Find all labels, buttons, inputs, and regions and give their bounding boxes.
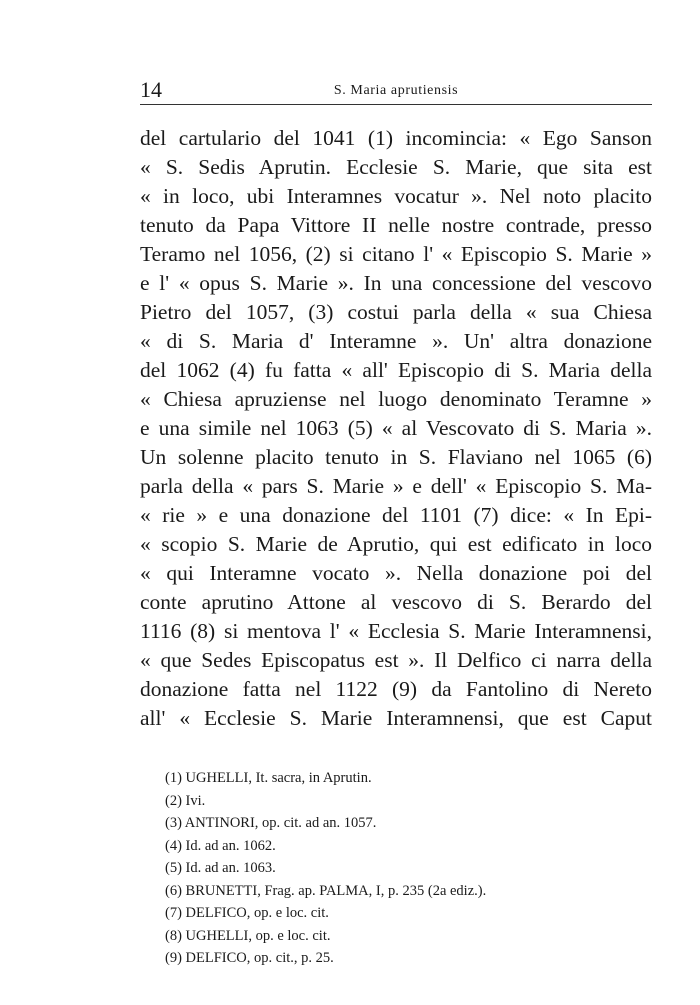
text-line: « rie » e una donazione del 1101 (7) dice: « In Epi- xyxy=(140,503,652,527)
text-line: « di S. Maria d' Interamne ». Un' altra donazione xyxy=(140,329,652,353)
text-line: conte aprutino Attone al vescovo di S. Berardo del xyxy=(140,590,652,614)
text-line: « scopio S. Marie de Aprutio, qui est edificato in loco xyxy=(140,532,652,556)
text-line: e l' « opus S. Marie ». In una concessione del vescovo xyxy=(140,271,652,295)
footnote: (4) Id. ad an. 1062. xyxy=(165,837,276,854)
text-line: e una simile nel 1063 (5) « al Vescovato di S. Maria ». xyxy=(140,416,652,440)
text-line: del 1062 (4) fu fatta « all' Episcopio di S. Maria della xyxy=(140,358,652,382)
text-line: donazione fatta nel 1122 (9) da Fantolino di Nereto xyxy=(140,677,652,701)
footnote: (3) ANTINORI, op. cit. ad an. 1057. xyxy=(165,815,377,831)
running-head: S. Maria aprutiensis xyxy=(333,83,459,98)
footnote: (8) UGHELLI, op. e loc. cit. xyxy=(165,927,331,944)
footnote: (2) Ivi. xyxy=(165,792,206,809)
footnote: (5) Id. ad an. 1063. xyxy=(165,860,276,876)
footnotes xyxy=(165,767,645,970)
text-line: « Chiesa apruziense nel luogo denominato Teramne » xyxy=(140,387,652,411)
text-line: Un solenne placito tenuto in S. Flaviano nel 1065 (6) xyxy=(140,445,652,469)
text-line: « in loco, ubi Interamnes vocatur ». Nel noto placito xyxy=(140,184,652,208)
text-line: « S. Sedis Aprutin. Ecclesie S. Marie, que sita est xyxy=(140,155,652,179)
text-line: 1116 (8) si mentova l' « Ecclesia S. Marie Interamnensi, xyxy=(140,619,652,643)
body-text xyxy=(140,124,652,733)
footnote: (1) UGHELLI, It. sacra, in Aprutin. xyxy=(165,770,372,786)
text-line: Pietro del 1057, (3) costui parla della « sua Chiesa xyxy=(140,300,652,324)
text-line: Teramo nel 1056, (2) si citano l' « Episcopio S. Marie » xyxy=(140,242,652,266)
footnote: (6) BRUNETTI, Frag. ap. PALMA, I, p. 235 (2a ediz.). xyxy=(165,882,487,899)
footnote: (9) DELFICO, op. cit., p. 25. xyxy=(165,950,334,966)
text-line: « que Sedes Episcopatus est ». Il Delfico ci narra della xyxy=(140,648,652,672)
page-header xyxy=(140,77,652,103)
text-line: parla della « pars S. Marie » e dell' « Episcopio S. Ma- xyxy=(140,474,652,498)
footnote: (7) DELFICO, op. e loc. cit. xyxy=(165,905,329,921)
text-line: del cartulario del 1041 (1) incomincia: « Ego Sanson xyxy=(140,126,652,150)
text-line: all' « Ecclesie S. Marie Interamnensi, que est Caput xyxy=(140,706,652,730)
header-rule xyxy=(140,104,652,105)
page-number: 14 xyxy=(140,77,162,102)
text-line: tenuto da Papa Vittore II nelle nostre contrade, presso xyxy=(140,213,652,237)
text-line: « qui Interamne vocato ». Nella donazione poi del xyxy=(140,561,652,585)
